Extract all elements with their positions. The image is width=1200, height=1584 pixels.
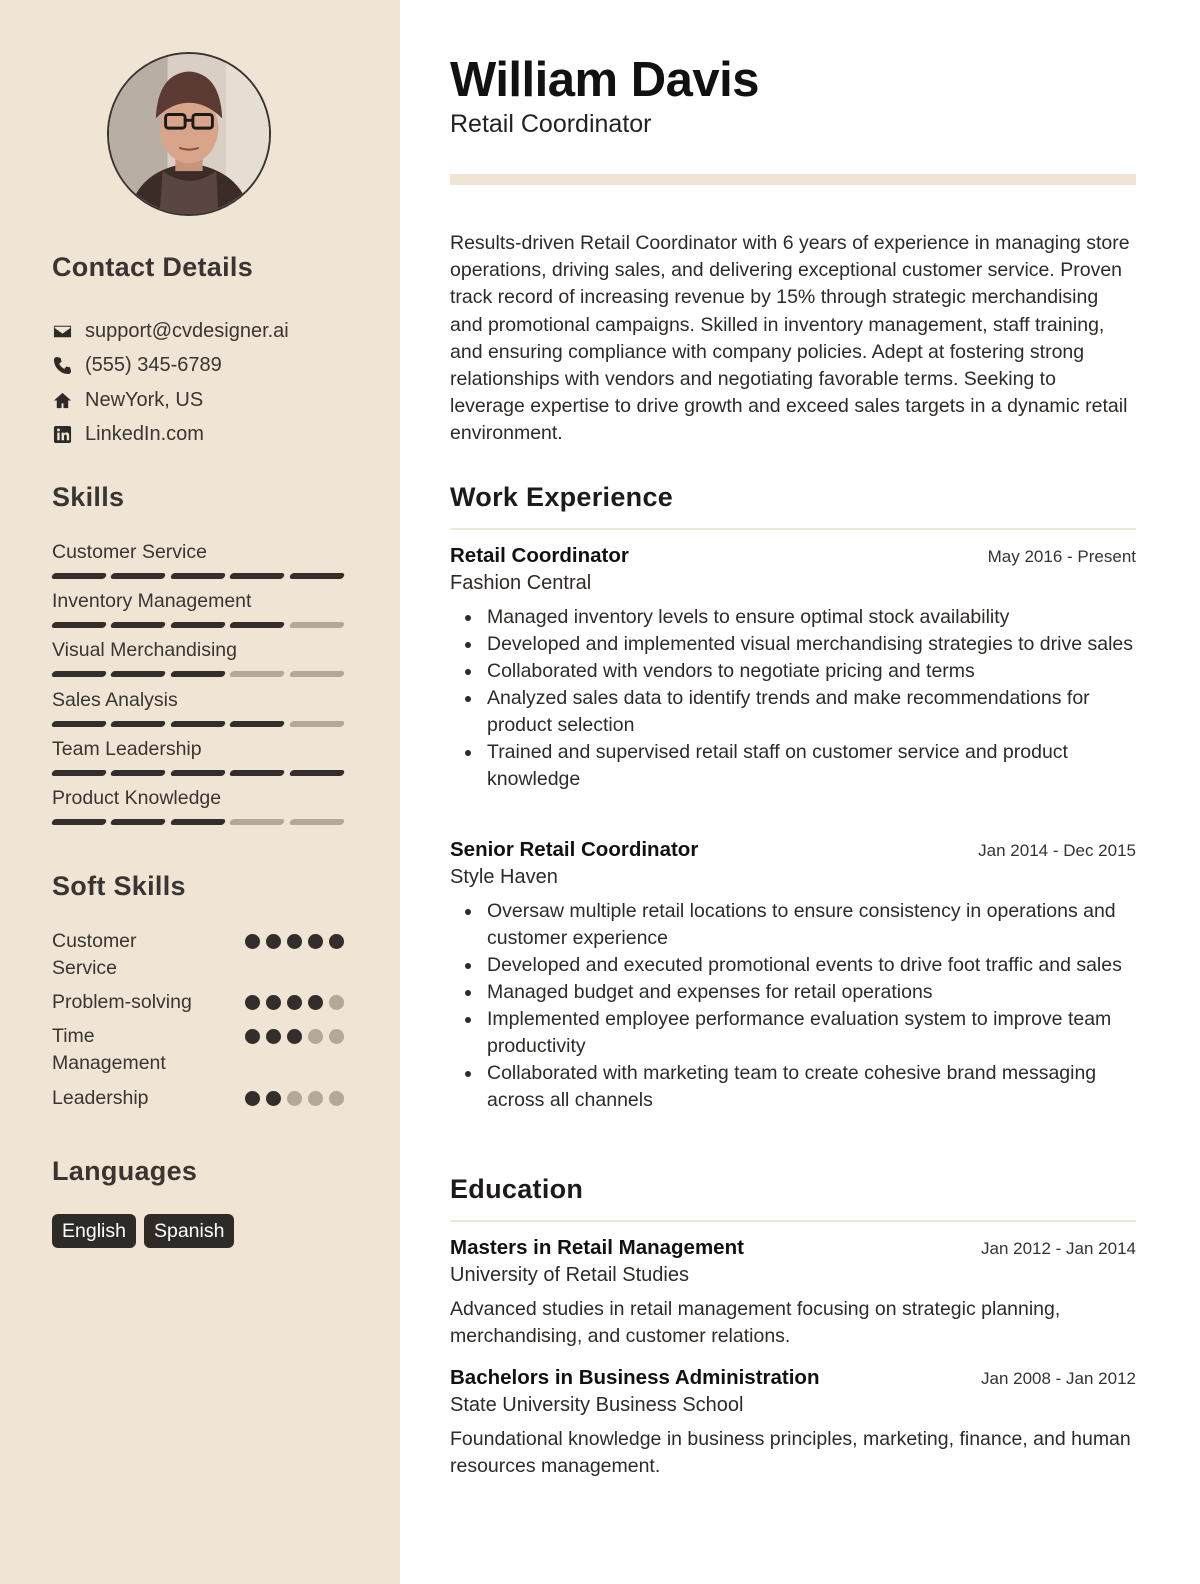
job-bullet: Developed and implemented visual merchandising strategies to drive sales xyxy=(450,631,1136,658)
skill-level-segment xyxy=(229,671,286,677)
soft-skill-name: Time Management xyxy=(52,1025,166,1074)
rating-dot xyxy=(329,1029,344,1044)
job-bullets xyxy=(450,604,1136,793)
sidebar xyxy=(0,0,400,1584)
language-chip: Spanish xyxy=(144,1214,234,1248)
skill-level-bar xyxy=(52,770,344,776)
languages-list xyxy=(52,1214,234,1248)
skill-level-segment xyxy=(110,622,167,628)
skill-item xyxy=(52,784,344,833)
job-entry xyxy=(450,838,1136,1114)
rating-dot xyxy=(287,995,302,1010)
rating-dot xyxy=(245,1091,260,1106)
contact-email-text: support@cvdesigner.ai xyxy=(85,319,289,342)
contact-details-heading: Contact Details xyxy=(52,252,254,282)
job-company: Fashion Central xyxy=(450,572,592,594)
job-bullet: Developed and executed promotional events to drive foot traffic and sales xyxy=(450,952,1136,979)
skill-level-bar xyxy=(52,819,344,825)
rating-dot xyxy=(245,1029,260,1044)
job-title: Senior Retail Coordinator xyxy=(450,838,699,861)
soft-skill-rating xyxy=(245,1029,344,1044)
skill-name: Visual Merchandising xyxy=(52,639,237,662)
skill-level-segment xyxy=(229,573,286,579)
job-company: Style Haven xyxy=(450,866,558,888)
skill-level-segment xyxy=(288,671,345,677)
skill-level-segment xyxy=(51,770,108,776)
skill-level-segment xyxy=(170,622,227,628)
section-divider xyxy=(450,1220,1136,1222)
rating-dot xyxy=(266,934,281,949)
skill-name: Team Leadership xyxy=(52,737,202,760)
skill-level-segment xyxy=(229,770,286,776)
soft-skill-item xyxy=(52,928,344,989)
skill-level-segment xyxy=(170,671,227,677)
rating-dot xyxy=(308,1091,323,1106)
job-bullet: Trained and supervised retail staff on customer service and product knowledge xyxy=(450,739,1136,793)
skill-level-segment xyxy=(51,573,108,579)
skill-level-segment xyxy=(110,770,167,776)
contact-location xyxy=(52,383,352,418)
skill-name: Sales Analysis xyxy=(52,688,178,711)
section-divider xyxy=(450,528,1136,530)
job-bullet: Oversaw multiple retail locations to ensure consistency in operations and customer experience xyxy=(450,898,1136,952)
school-name: State University Business School xyxy=(450,1394,744,1416)
contact-phone-text: (555) 345-6789 xyxy=(85,354,222,377)
soft-skill-item xyxy=(52,1085,344,1119)
skill-item xyxy=(52,538,344,587)
skill-level-segment xyxy=(170,819,227,825)
skill-name: Product Knowledge xyxy=(52,786,222,809)
soft-skill-name: Leadership xyxy=(52,1087,149,1109)
skill-level-segment xyxy=(288,819,345,825)
degree-title: Masters in Retail Management xyxy=(450,1236,744,1259)
skill-item xyxy=(52,686,344,735)
job-entry xyxy=(450,544,1136,793)
rating-dot xyxy=(245,995,260,1010)
rating-dot xyxy=(266,995,281,1010)
soft-skill-rating xyxy=(245,934,344,949)
skill-item xyxy=(52,735,344,784)
rating-dot xyxy=(308,1029,323,1044)
skill-name: Customer Service xyxy=(52,541,207,563)
soft-skill-name: Problem-solving xyxy=(52,991,192,1013)
skill-level-segment xyxy=(110,573,167,579)
header-divider xyxy=(450,174,1136,185)
education-entry xyxy=(450,1366,1136,1480)
skill-level-segment xyxy=(170,573,227,579)
envelope-icon xyxy=(52,321,72,341)
skill-level-segment xyxy=(110,819,167,825)
rating-dot xyxy=(329,934,344,949)
skill-name: Inventory Management xyxy=(52,590,252,613)
skill-level-segment xyxy=(51,622,108,628)
job-title: Retail Coordinator xyxy=(450,544,629,567)
skills-heading: Skills xyxy=(52,482,125,512)
degree-dates: Jan 2012 - Jan 2014 xyxy=(980,1239,1136,1258)
candidate-title: Retail Coordinator xyxy=(450,110,652,138)
job-bullet: Collaborated with marketing team to create cohesive brand messaging across all channels xyxy=(450,1060,1136,1114)
job-bullets xyxy=(450,898,1136,1114)
skill-level-segment xyxy=(51,819,108,825)
soft-skill-item xyxy=(52,1023,344,1085)
education-entry xyxy=(450,1236,1136,1350)
skill-item xyxy=(52,587,344,636)
rating-dot xyxy=(266,1091,281,1106)
soft-skill-item xyxy=(52,989,344,1023)
degree-title: Bachelors in Business Administration xyxy=(450,1366,820,1389)
school-name: University of Retail Studies xyxy=(450,1264,689,1286)
skill-level-segment xyxy=(229,721,286,727)
contact-location-text: NewYork, US xyxy=(85,388,204,411)
degree-description: Advanced studies in retail management focusing on strategic planning, merchandising, and customer relations. xyxy=(450,1298,1061,1347)
work-experience-heading: Work Experience xyxy=(450,482,674,512)
skill-level-bar xyxy=(52,573,344,579)
contact-email[interactable] xyxy=(52,314,352,349)
rating-dot xyxy=(287,934,302,949)
rating-dot xyxy=(287,1091,302,1106)
skill-level-segment xyxy=(51,671,108,677)
skill-level-segment xyxy=(110,671,167,677)
skill-level-segment xyxy=(51,721,108,727)
contact-linkedin-text: LinkedIn.com xyxy=(85,423,204,446)
rating-dot xyxy=(308,995,323,1010)
rating-dot xyxy=(266,1029,281,1044)
candidate-name: William Davis xyxy=(450,53,759,107)
contact-list xyxy=(52,314,352,452)
skill-level-segment xyxy=(288,721,345,727)
job-bullet: Managed budget and expenses for retail operations xyxy=(450,979,1136,1006)
rating-dot xyxy=(287,1029,302,1044)
degree-description: Foundational knowledge in business principles, marketing, finance, and human resources management. xyxy=(450,1428,1131,1477)
skill-level-segment xyxy=(288,770,345,776)
rating-dot xyxy=(329,995,344,1010)
skill-level-bar xyxy=(52,671,344,677)
contact-phone[interactable] xyxy=(52,349,352,384)
home-icon xyxy=(52,390,72,410)
job-bullet: Implemented employee performance evaluation system to improve team productivity xyxy=(450,1006,1136,1060)
skill-level-segment xyxy=(110,721,167,727)
skill-level-bar xyxy=(52,622,344,628)
linkedin-icon xyxy=(52,425,72,445)
rating-dot xyxy=(329,1091,344,1106)
job-bullet: Collaborated with vendors to negotiate pricing and terms xyxy=(450,658,1136,685)
degree-dates: Jan 2008 - Jan 2012 xyxy=(980,1369,1136,1388)
job-bullet: Managed inventory levels to ensure optimal stock availability xyxy=(450,604,1136,631)
skill-level-bar xyxy=(52,721,344,727)
soft-skills-heading: Soft Skills xyxy=(52,871,186,901)
contact-linkedin[interactable] xyxy=(52,418,352,453)
person-portrait-image xyxy=(109,54,269,214)
skill-level-segment xyxy=(229,622,286,628)
profile-photo xyxy=(107,52,271,216)
soft-skill-rating xyxy=(245,995,344,1010)
skill-level-segment xyxy=(170,770,227,776)
skill-level-segment xyxy=(170,721,227,727)
phone-icon xyxy=(52,356,72,376)
skill-level-segment xyxy=(229,819,286,825)
skills-list xyxy=(52,538,344,833)
languages-heading: Languages xyxy=(52,1156,198,1186)
profile-summary: Results-driven Retail Coordinator with 6 years of experience in managing store operations, driving sales, and delivering exceptional customer service. Proven track record of increasing revenue by 15% through strategic merchandising and promotional campaigns. Skilled in inventory management, staff training, and ensuring compliance with company policies. Adept at fostering strong relationships with vendors and negotiating favorable terms. Seeking to leverage expertise to drive growth and exceed sales targets in a dynamic retail environment. xyxy=(450,232,1130,445)
soft-skill-rating xyxy=(245,1091,344,1106)
skill-level-segment xyxy=(288,622,345,628)
rating-dot xyxy=(245,934,260,949)
skill-level-segment xyxy=(288,573,345,579)
education-heading: Education xyxy=(450,1174,584,1204)
job-bullet: Analyzed sales data to identify trends and make recommendations for product selection xyxy=(450,685,1136,739)
job-dates: Jan 2014 - Dec 2015 xyxy=(978,841,1136,860)
skill-item xyxy=(52,636,344,685)
soft-skill-name: Customer Service xyxy=(52,930,137,979)
job-dates: May 2016 - Present xyxy=(987,547,1136,566)
language-chip: English xyxy=(52,1214,136,1248)
soft-skills-list xyxy=(52,928,344,1119)
rating-dot xyxy=(308,934,323,949)
